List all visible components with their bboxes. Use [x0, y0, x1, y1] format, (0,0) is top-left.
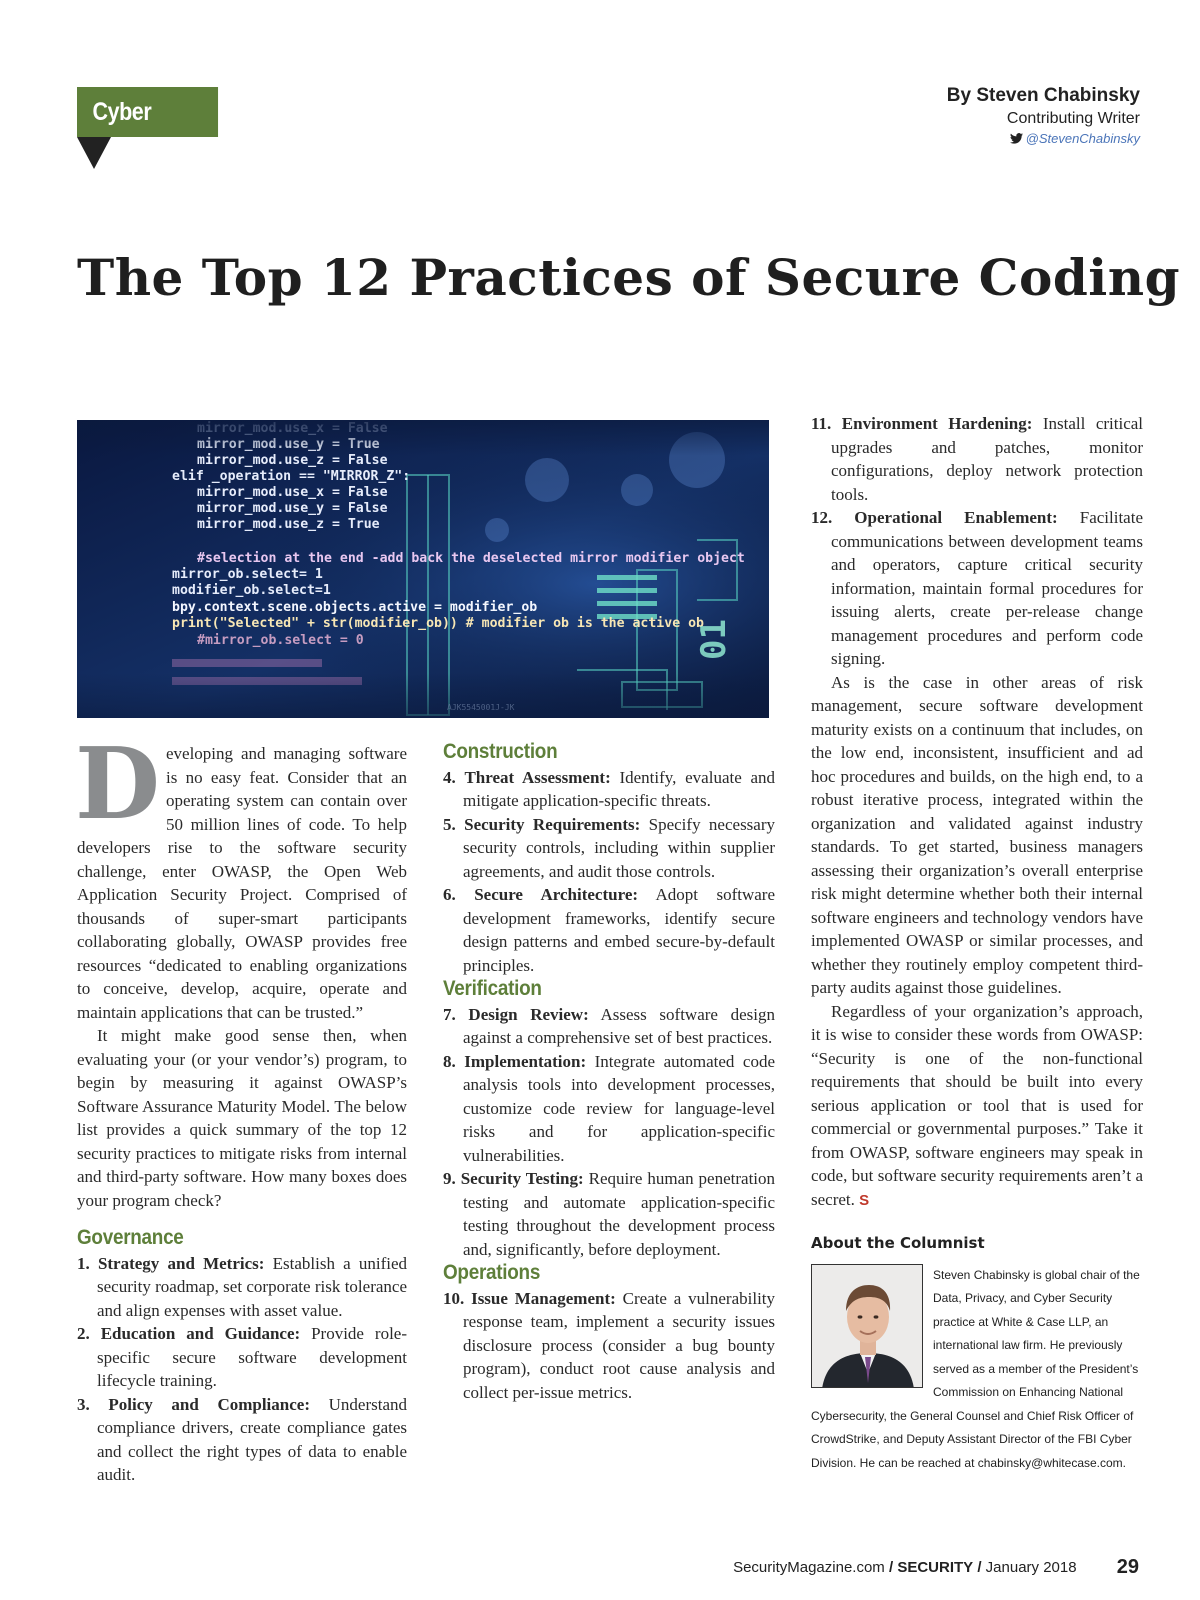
- practice-text: Identify, evaluate and mitigate application-specific threats.: [463, 767, 776, 810]
- practice-term: Implementation:: [464, 1051, 587, 1071]
- practice-text: Understand compliance drivers, create compliance gates and collect the right types of data to enable audit.: [97, 1394, 408, 1484]
- section-heading: Verification: [443, 977, 542, 1000]
- practice-item: [77, 1393, 407, 1487]
- practice-item: [443, 1003, 775, 1050]
- section-tag-pointer: [77, 137, 111, 169]
- page-footer: [733, 1556, 1139, 1579]
- practice-text: Specify necessary security controls, including within supplier agreements, and audit those controls.: [463, 814, 776, 881]
- closing-paragraph-2: [811, 1000, 1143, 1213]
- section-verification: [443, 977, 775, 1261]
- footer-issue: January 2018: [985, 1559, 1077, 1576]
- section-heading: Governance: [77, 1226, 184, 1249]
- practice-number: 7.: [443, 1004, 456, 1024]
- practice-number: 9.: [443, 1169, 456, 1188]
- practice-item: [811, 506, 1143, 671]
- author-handle[interactable]: @StevenChabinsky: [1025, 131, 1140, 146]
- practice-term: Environment Hardening:: [841, 414, 1033, 433]
- practice-term: Education and Guidance:: [100, 1324, 301, 1343]
- practice-text: Create a vulnerability response team, implement a security issues disclosure process (consider a bug bounty program), conduct root cause analysis and collect per-issue metrics.: [463, 1288, 776, 1402]
- practice-text: Provide role-specific secure software development lifecycle training.: [97, 1324, 408, 1390]
- practice-text: Install critical upgrades and patches, monitor configurations, deploy network protection tools.: [831, 414, 1144, 504]
- practice-number: 11.: [811, 414, 832, 433]
- intro-paragraph: [75, 727, 407, 1024]
- practice-term: Design Review:: [468, 1004, 589, 1024]
- practice-item: [811, 412, 1143, 506]
- column-left: [75, 727, 408, 1487]
- article-headline: The Top 12 Practices of Secure Coding: [77, 248, 1181, 307]
- portrait-graphic: [812, 1265, 923, 1388]
- practice-item: [443, 1050, 775, 1168]
- section-construction: [443, 740, 775, 977]
- end-of-article-mark: S: [859, 1191, 870, 1209]
- code-screen-graphic: [77, 420, 769, 718]
- practice-text: Assess software design against a comprehensive set of best practices.: [463, 1004, 775, 1047]
- practice-number: 10.: [443, 1288, 465, 1308]
- byline: [947, 85, 1140, 146]
- practice-term: Policy and Compliance:: [108, 1394, 310, 1414]
- practice-text: Facilitate communications between development teams and operators, capture critical security information, maintain formal procedures for issuing alerts, create per-release change management procedures and perform code signing.: [831, 508, 1143, 668]
- author-social[interactable]: [947, 131, 1140, 146]
- practice-text: Require human penetration testing and automate application-specific testing throughout the development process and, significantly, before deployment.: [463, 1169, 776, 1259]
- practice-item: [443, 766, 775, 813]
- column-middle: [443, 740, 775, 1404]
- practice-number: 2.: [77, 1324, 90, 1343]
- practice-term: Operational Enablement:: [854, 508, 1058, 527]
- practice-number: 1.: [77, 1253, 90, 1273]
- practice-number: 6.: [443, 885, 456, 904]
- practice-item: [443, 1167, 775, 1261]
- footer-magazine: SECURITY: [897, 1559, 974, 1576]
- footer-separator: /: [888, 1559, 894, 1576]
- practice-text: Establish a unified security roadmap, set corporate risk tolerance and align expenses with asset value.: [97, 1253, 408, 1320]
- practice-term: Threat Assessment:: [464, 767, 611, 787]
- section-heading: Operations: [443, 1261, 541, 1284]
- about-columnist-heading: About the Columnist: [811, 1234, 985, 1252]
- practice-term: Secure Architecture:: [474, 885, 639, 904]
- practice-text: Adopt software development frameworks, identify secure design patterns and embed secure-by-default principles.: [463, 885, 775, 975]
- closing-paragraph: As is the case in other areas of risk management, secure software development maturity exists on a continuum that includes, on the low end, inconsistent, insufficient and ad hoc procedures and builds, on the high end, to a robust iterative process, integrated within the organization and validated against industry standards. To get started, business managers assessing their organization’s overall enterprise risk might determine whether both their internal software engineers and technology vendors have implemented OWASP or similar processes, and whether they routinely employ competent third-party audits against those guidelines.: [811, 672, 1143, 997]
- practice-item: [77, 1252, 407, 1323]
- practice-term: Issue Management:: [471, 1288, 616, 1308]
- page-number: 29: [1116, 1556, 1139, 1578]
- practice-number: 12.: [811, 508, 833, 527]
- footer-site[interactable]: SecurityMagazine.com: [733, 1559, 885, 1576]
- intro-paragraph-2: It might make good sense then, when evaluating your (or your vendor’s) program, to begin by measuring it against OWASP’s Software Assurance Maturity Model. The below list provides a quick summary of the top 12 security practices to mitigate risks from internal and third-party software. How many boxes does your program check?: [77, 1026, 407, 1210]
- practice-term: Strategy and Metrics:: [97, 1253, 265, 1273]
- section-governance: [77, 1226, 407, 1487]
- section-operations: [443, 1261, 775, 1404]
- practice-text: Integrate automated code analysis tools into development processes, customize code review for language-level risks and for application-specific vulnerabilities.: [463, 1051, 775, 1165]
- footer-separator: /: [977, 1559, 982, 1576]
- section-label: Cyber Tactics: [77, 87, 218, 137]
- section-heading: Construction: [443, 740, 558, 763]
- column-right: [811, 412, 1143, 1475]
- practice-term: Security Testing:: [460, 1169, 584, 1188]
- intro-text: eveloping and managing software is no easy feat. Consider that an operating system can contain over 50 million lines of code. To help developers rise to the software security challenge, enter OWASP, the Open Web Application Security Project. Comprised of thousands of super-smart participants collaborating globally, OWASP provides free resources “dedicated to enabling organizations to conceive, develop, acquire, operate and maintain applications that can be trusted.”: [77, 744, 407, 1022]
- closing-text: Regardless of your organization’s approach, it is wise to consider these words from OWASP: “Security is one of the non-functional requirements that should be built into every serious application or tool that is used for commercial or governmental purposes.” Take it from OWASP, software engineers may speak in code, but software security requirements aren’t a secret.: [811, 1001, 1143, 1209]
- author-name: By Steven Chabinsky: [946, 85, 1140, 106]
- columnist-bio: Steven Chabinsky is global chair of the Data, Privacy, and Cyber Security practice at White & Case LLP, an international law firm. He previously served as a member of the President’s Commission on Enhancing National Cybersecurity, the General Counsel and Chief Risk Officer of CrowdStrike, and Deputy Assistant Director of the FBI Cyber Division. He can be reached at chabinsky@whitecase.com.: [811, 1267, 1140, 1470]
- practice-term: Security Requirements:: [464, 814, 641, 834]
- practice-number: 3.: [77, 1394, 90, 1414]
- columnist-photo: [811, 1264, 923, 1388]
- practice-number: 5.: [443, 814, 456, 834]
- practice-number: 8.: [443, 1051, 456, 1071]
- practice-item: [443, 1287, 775, 1405]
- practice-item: [443, 883, 775, 977]
- practice-item: [443, 813, 775, 884]
- practice-number: 4.: [443, 767, 456, 787]
- drop-cap: D: [75, 727, 160, 842]
- twitter-bird-icon: [1010, 133, 1023, 144]
- practice-item: [77, 1322, 407, 1393]
- author-role: Contributing Writer: [1006, 110, 1140, 127]
- hero-code-image: [77, 420, 769, 718]
- about-columnist-box: [811, 1264, 1143, 1476]
